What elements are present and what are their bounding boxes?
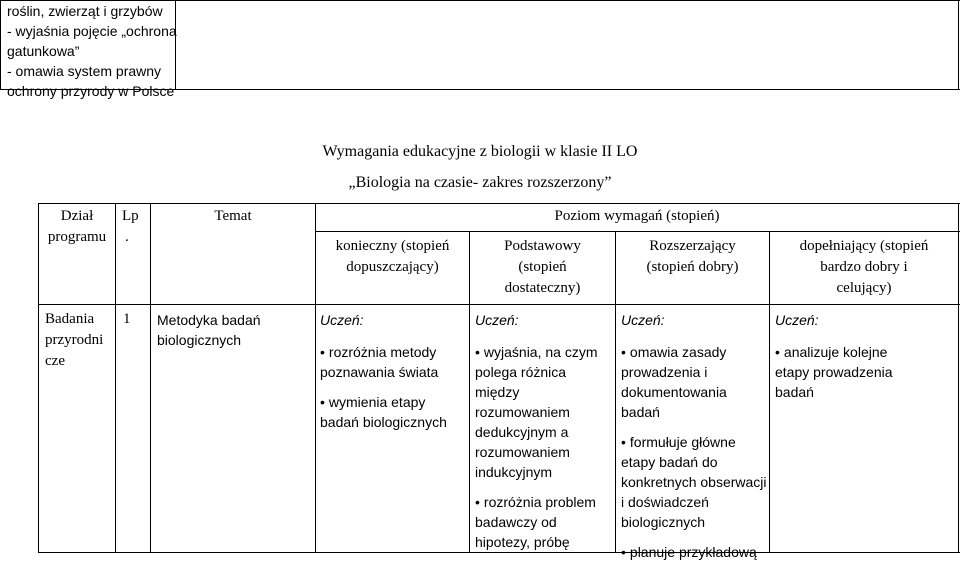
header-lp-line: Lp (122, 208, 139, 224)
requirement-item: • rozróżnia problem badawczy od hipotezy, próbę (475, 492, 613, 552)
header-level-konieczny (316, 236, 469, 278)
header-dzial (39, 206, 115, 248)
header-dzial-line: programu (47, 229, 107, 245)
cell-podstawowy (475, 310, 613, 552)
requirement-item: • planuje przykładową (621, 542, 768, 562)
header-lp-line: . (125, 229, 129, 245)
header-temat: Temat (214, 208, 252, 224)
fragment-line: - wyjaśnia pojęcie „ochrona (7, 23, 177, 39)
header-lp (122, 206, 139, 248)
requirement-item: • omawia zasady prowadzenia i dokumentowania badań (621, 342, 768, 422)
row-temat (157, 310, 261, 350)
fragment-line: roślin, zwierząt i grzybów (7, 3, 163, 19)
level-line: dopełniający (stopień (799, 238, 929, 254)
row-dzial (45, 309, 103, 372)
requirement-item: • analizuje kolejne etapy prowadzenia badań (775, 342, 955, 402)
row-temat-line: biologicznych (157, 332, 242, 348)
requirement-item: • wyjaśnia, na czym polega różnica między rozumowaniem dedukcyjnym a rozumowaniem indukcyjnym (475, 342, 613, 482)
cell-rozszerzajacy (621, 310, 768, 562)
level-line: (stopień (518, 259, 567, 275)
level-line: dostateczny) (504, 280, 581, 296)
header-level-podstawowy (470, 236, 615, 299)
uczen-label: Uczeń: (475, 312, 519, 328)
row-temat-line: Metodyka badań (157, 312, 261, 328)
requirement-item: • rozróżnia metody poznawania świata (320, 342, 468, 382)
level-line: Rozszerzający (649, 238, 736, 254)
header-poziom: Poziom wymagań (stopień) (554, 208, 720, 224)
level-line: konieczny (stopień (335, 238, 450, 254)
fragment-line: gatunkowa” (7, 43, 80, 59)
level-line: dopuszczający) (346, 259, 439, 275)
requirement-item: • wymienia etapy badań biologicznych (320, 392, 468, 432)
cell-konieczny (320, 310, 468, 432)
document-title: Wymagania edukacyjne z biologii w klasie II LO (322, 143, 638, 160)
row-dzial-line: cze (45, 353, 65, 369)
row-lp: 1 (123, 311, 131, 327)
header-level-dopelniajacy (770, 236, 958, 299)
uczen-label: Uczeń: (621, 312, 665, 328)
document-subtitle: „Biologia na czasie- zakres rozszerzony” (348, 174, 612, 191)
header-dzial-line: Dział (60, 208, 94, 224)
fragment-line: ochrony przyrody w Polsce (7, 83, 175, 99)
header-level-rozszerzajacy (616, 236, 769, 278)
level-line: celujący) (836, 280, 892, 296)
requirement-item: • formułuje główne etapy badań do konkretnych obserwacji i doświadczeń biologicznych (621, 432, 768, 532)
level-line: (stopień dobry) (646, 259, 739, 275)
top-fragment-text (7, 1, 177, 101)
fragment-line: - omawia system prawny (7, 63, 162, 79)
row-dzial-line: przyrodni (45, 332, 104, 348)
level-line: Podstawowy (504, 238, 581, 254)
cell-dopelniajacy (775, 310, 955, 402)
row-dzial-line: Badania (45, 311, 95, 327)
level-line: bardzo dobry i (820, 259, 908, 275)
uczen-label: Uczeń: (775, 312, 819, 328)
uczen-label: Uczeń: (320, 312, 364, 328)
